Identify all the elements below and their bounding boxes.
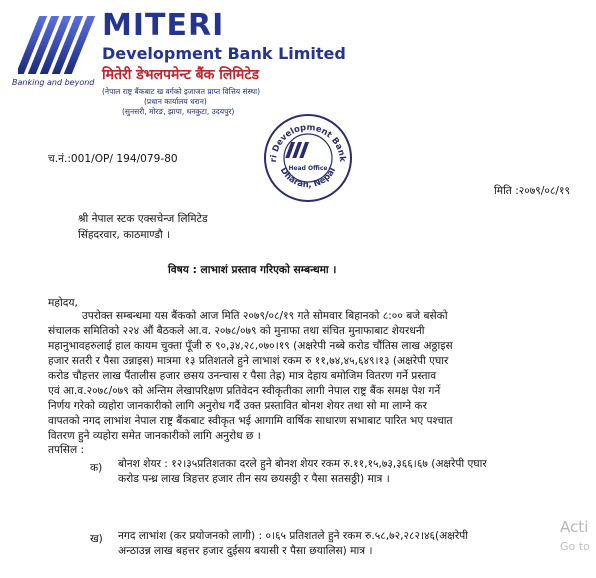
bank-license-line: (नेपाल राष्ट्र बैंकबाट ख वर्गको इजाजत प्राप्त वित्तिय संस्था) xyxy=(102,87,261,96)
body-line: निर्णय गरेको व्यहोरा जानकारीको लागि अनुरोध गर्दै उक्त प्रस्तावित बोनश शेयर तथा सो मा लाग्ने कर xyxy=(48,400,427,412)
bank-name-nepali: मितेरी डेभलपमेन्ट बैंक लिमिटेड xyxy=(102,67,259,83)
bank-name-english-sub: Development Bank Limited xyxy=(102,44,346,63)
stamp-center-text: Head Office xyxy=(288,165,328,172)
stamp-top-text: ri Development Bank xyxy=(268,122,348,163)
letterhead xyxy=(10,8,410,120)
body-line: हजार सतरी र पैसा उन्नाइस) मात्रमा १३ प्रतिशतले हुने लाभाशं रकम रु ११,७४,४५,६४९।१३ (अक्षरेपी एघार xyxy=(48,355,449,367)
body-line: संचालक समितिको २२४ औं बैठकले आ.व. २०७८/०७९ को मुनाफा तथा संचित मुनाफाबाट शेयरधनी xyxy=(48,325,425,337)
body-line: वितरण हुने व्यहोरा समेत जानकारीको लागि अनुरोध छ । xyxy=(48,430,261,442)
body-line: वापतको नगद लाभांश नेपाल राष्ट्र बैंकबाट स्वीकृत भई आगामि वार्षिक साधारण सभाबाट पारित भए पश्चात xyxy=(48,415,453,427)
body-paragraph xyxy=(48,309,582,444)
addressee-name: श्री नेपाल स्टक एक्सचेन्ज लिमिटेड xyxy=(78,213,208,225)
item-a-label: क) xyxy=(90,462,103,474)
item-a-line: करोड पन्ध्र लाख त्रिहत्तर हजार तीन सय छयसठ्ठी र पैसा सतसठ्ठी) मात्र । xyxy=(118,473,390,485)
body-line: महानुभावहरुलाई हाल कायम चुक्ता पूँजी रु ९०,३४,२८,०७०।१९ (अक्षरेपी नब्बे करोड चौंतिस लाख अठ्ठाइस xyxy=(48,340,453,352)
reference-number: च.नं.:001/OP/ 194/079-80 xyxy=(48,153,178,165)
details-heading: तपसिल : xyxy=(48,444,85,456)
bank-tagline: Banking and beyond xyxy=(12,78,95,87)
item-b-line: अन्ठाउन्न लाख बहत्तर हजार दुईसय बयासी र पैसा छयालिस) मात्र । xyxy=(118,545,373,557)
bank-name-english: MITERI xyxy=(102,8,225,43)
stamp-bottom-text: Dharan, Nepal xyxy=(277,165,339,191)
bank-head-office-line: (प्रधान कार्यालय धरान) xyxy=(144,97,207,106)
head-office-stamp xyxy=(262,112,354,204)
letter-subject: विषय : लाभाशं प्रस्ताव गरिएको सम्बन्धमा । xyxy=(168,264,337,276)
body-line: उपरोक्त सम्बन्धमा यस बैंकको आज मिति २०७९/०८/१९ गते सोमवार बिहानको ८:०० बजे बसेको xyxy=(82,310,448,322)
activation-watermark-hint: Go to xyxy=(560,540,590,553)
letter-date: मिति :२०७९/०८/१९ xyxy=(493,185,570,197)
body-line: एवं आ.व.२०७८/०७९ को अन्तिम लेखापरिक्षण प्रतिवेदन स्वीकृतीका लागी नेपाल राष्ट्र बैंक समक्ष पेश गर्ने xyxy=(48,385,441,397)
bank-logo xyxy=(18,14,96,76)
svg-text:Miteri Development Bank Ltd. xyxy=(262,112,347,163)
body-line: करोड चौहत्तर लाख पैंतालीस हजार छसय उनन्चास र पैसा तेह्र) मात्र देहाय बमोजिम वितरण गर्ने प्रस्ताव xyxy=(48,370,437,382)
addressee-address: सिंहदरवार, काठमाण्डौ । xyxy=(78,229,171,241)
item-b-label: ख) xyxy=(90,533,103,545)
bank-districts-line: (सुनसरी, मोरङ, झापा, धनकुटा, उदयपुर) xyxy=(122,107,235,116)
item-b-line: नगद लाभांश (कर प्रयोजनको लागी) : ०।६५ प्रतिशतले हुने रकम रु.५८,७२,२८२।४६(अक्षरेपी xyxy=(118,530,468,542)
activation-watermark-title: Acti xyxy=(560,518,589,536)
salutation: महोदय, xyxy=(48,297,78,309)
item-a-line: बोनश शेयर : १२।३५प्रतिशतका दरले हुने बोनश शेयर रकम रु.११,१५,७३,३६६।६७ (अक्षरेपी एघार xyxy=(118,458,487,470)
item-b-text xyxy=(118,529,582,559)
item-a-text xyxy=(118,457,582,487)
